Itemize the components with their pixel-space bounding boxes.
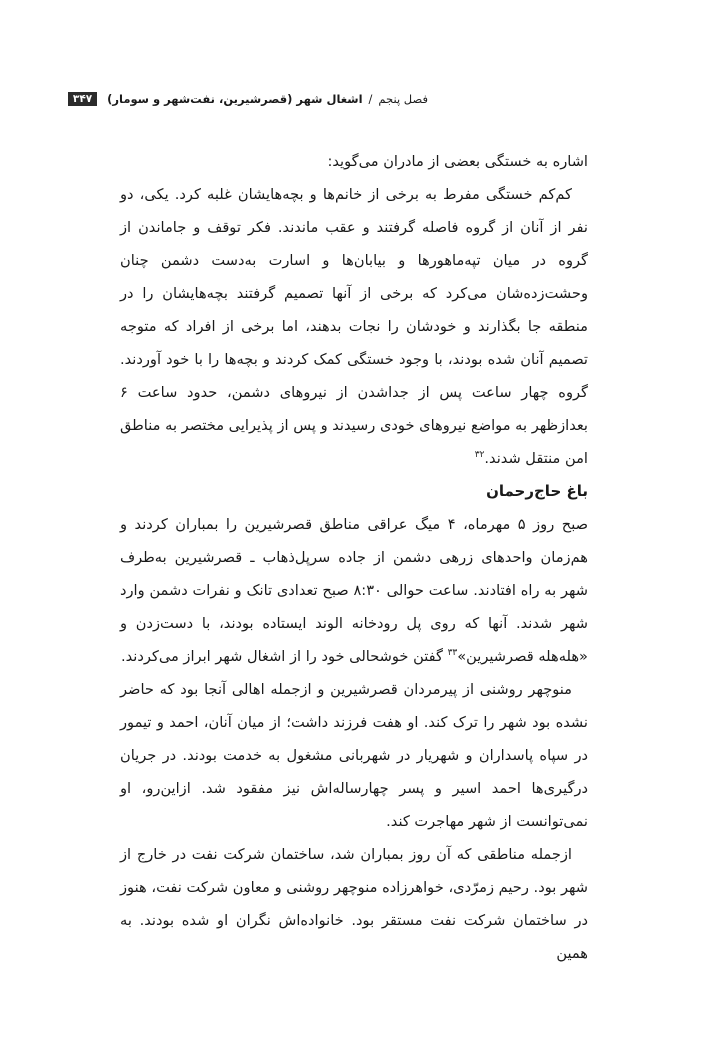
paragraph — [120, 838, 588, 970]
paragraph-text: منوچهر روشنی از پیرمردان قصرشیرین و ازجمله اهالی آنجا بود که حاضر نشده بود شهر را ترک کند. او هفت فرزند داشت؛ از میان آنان، احمد و تیمور در سپاه پاسداران و شهریار در شهربانی مشغول به خدمت بودند. در جریان درگیری‌ها احمد اسیر و پسر چهارساله‌اش نیز مفقود شد. ازاین‌رو، او نمی‌توانست از شهر مهاجرت کند. — [120, 681, 588, 830]
header-chapter: فصل پنجم — [378, 92, 428, 106]
paragraph-text: صبح روز ۵ مهرماه، ۴ میگ عراقی مناطق قصرشیرین را بمباران کردند و هم‌زمان واحدهای زرهی دشمن از جاده سرپل‌ذهاب ـ قصرشیرین به‌طرف شهر به راه افتادند. ساعت حوالی ۸:۳۰ صبح تعدادی تانک و نفرات دشمن وارد شهر شدند. آنها که روی پل رودخانه الوند ایستاده بودند، با دست‌زدن و «هله‌هله قصرشیرین» — [120, 516, 588, 665]
body-text — [120, 145, 588, 970]
paragraph-text-tail: گفتن خوشحالی خود را از اشغال شهر ابراز می‌کردند. — [120, 648, 448, 665]
paragraph-text: اشاره به خستگی بعضی از مادران می‌گوید: — [327, 153, 588, 170]
paragraph — [120, 673, 588, 838]
section-heading: باغ حاج‌رحمان — [486, 482, 588, 500]
paragraph-text: کم‌کم خستگی مفرط به برخی از خانم‌ها و بچه‌هایشان غلبه کرد. یکی، دو نفر از آنان از گروه فاصله گرفتند و عقب ماندند. فکر توقف و جاماندن از گروه در میان تپه‌ماهورها و بیابان‌ها و اسارت به‌دست دشمن چنان وحشت‌زده‌شان می‌کرد که برخی از آنها تصمیم گرفتند بچه‌هایشان را در منطقه جا بگذارند و خودشان را نجات بدهند، اما برخی از افراد که متوجه تصمیم آنان شده بودند، با وجود خستگی کمک کردند و بچه‌ها را با خود آوردند. گروه چهار ساعت پس از جداشدن از نیروهای دشمن، حدود ساعت ۶ بعدازظهر به مواضع نیروهای خودی رسیدند و پس از پذیرایی مختصر به مناطق امن منتقل شدند. — [120, 186, 588, 467]
footnote-marker: ۳۳ — [447, 648, 458, 659]
running-header — [72, 90, 438, 108]
page-number: ۳۴۷ — [68, 92, 97, 106]
paragraph-intro — [120, 145, 588, 178]
footnote-marker: ۳۲ — [474, 450, 485, 461]
paragraph — [120, 508, 588, 673]
header-title: اشغال شهر (قصرشیرین، نفت‌شهر و سومار) — [107, 92, 363, 106]
header-separator: / — [368, 92, 373, 106]
paragraph-text: ازجمله مناطقی که آن روز بمباران شد، ساختمان شرکت نفت در خارج از شهر بود. رحیم زمرّدی، خواهرزاده منوچهر روشنی و معاون شرکت نفت، هنوز در ساختمان شرکت نفت مستقر بود. خانواده‌اش نگران او شده بودند. به همین — [120, 846, 588, 962]
paragraph-quote — [120, 178, 588, 475]
